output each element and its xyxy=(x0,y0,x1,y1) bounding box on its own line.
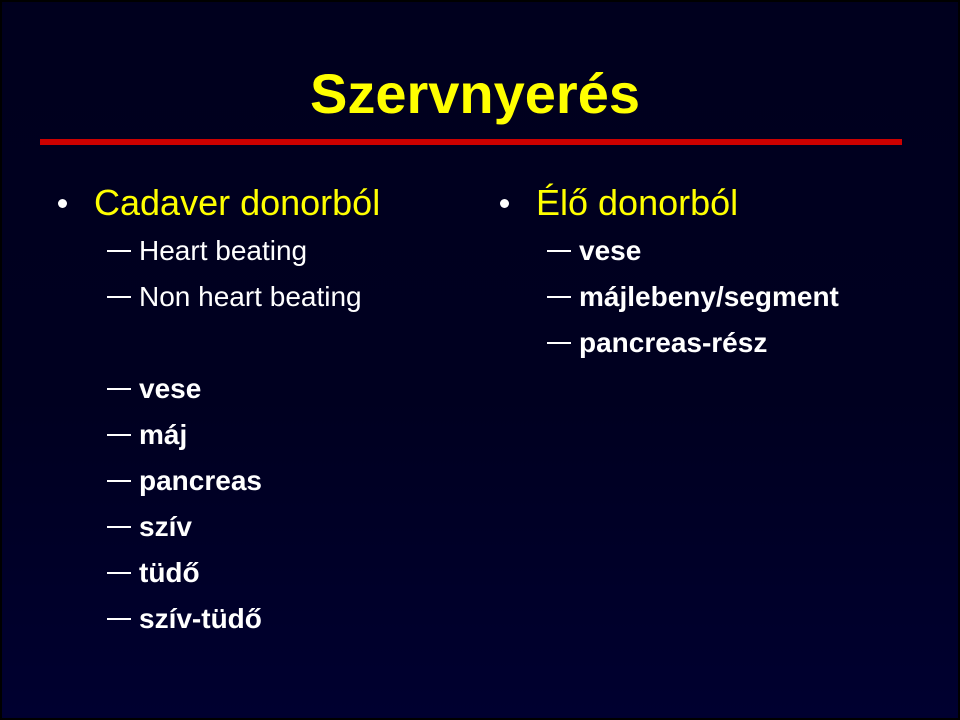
list-item-text: Non heart beating xyxy=(139,281,362,312)
list-item xyxy=(107,458,380,504)
dash-icon xyxy=(547,250,571,252)
list-item xyxy=(107,550,380,596)
list-item xyxy=(107,412,380,458)
bullet-cadaver-donor xyxy=(58,180,380,226)
dash-icon xyxy=(107,618,131,620)
list-item-text: májlebeny/segment xyxy=(579,281,839,312)
dash-icon xyxy=(107,296,131,298)
bullet-dot-icon xyxy=(58,199,67,208)
dash-icon xyxy=(107,250,131,252)
bullet-dot-icon xyxy=(500,199,509,208)
list-item xyxy=(107,504,380,550)
list-item-text: máj xyxy=(139,419,188,450)
list-item xyxy=(107,228,380,274)
cadaver-donor-column xyxy=(58,180,380,642)
dash-icon xyxy=(107,480,131,482)
list-item-text: szív-tüdő xyxy=(139,603,262,634)
list-item-text: vese xyxy=(139,373,202,404)
list-item-text: vese xyxy=(579,235,642,266)
dash-icon xyxy=(107,572,131,574)
cadaver-organ-list xyxy=(58,366,380,642)
list-item xyxy=(547,228,839,274)
dash-icon xyxy=(107,434,131,436)
dash-icon xyxy=(107,526,131,528)
title-divider xyxy=(40,139,902,145)
bullet-text: Élő donorból xyxy=(536,182,739,223)
dash-icon xyxy=(547,296,571,298)
list-item-text: tüdő xyxy=(139,557,200,588)
dash-icon xyxy=(547,342,571,344)
donor-type-list xyxy=(58,228,380,320)
list-item xyxy=(107,596,380,642)
bullet-living-donor xyxy=(500,180,839,226)
list-item-text: szív xyxy=(139,511,192,542)
slide xyxy=(2,2,958,718)
spacer xyxy=(58,320,380,364)
list-item xyxy=(547,274,839,320)
dash-icon xyxy=(107,388,131,390)
list-item xyxy=(107,366,380,412)
list-item-text: Heart beating xyxy=(139,235,308,266)
living-organ-list xyxy=(500,228,839,366)
list-item xyxy=(547,320,839,366)
list-item-text: pancreas-rész xyxy=(579,327,768,358)
slide-title: Szervnyerés xyxy=(310,62,641,125)
bullet-text: Cadaver donorból xyxy=(94,182,381,223)
living-donor-column xyxy=(500,180,839,366)
list-item-text: pancreas xyxy=(139,465,262,496)
list-item xyxy=(107,274,380,320)
